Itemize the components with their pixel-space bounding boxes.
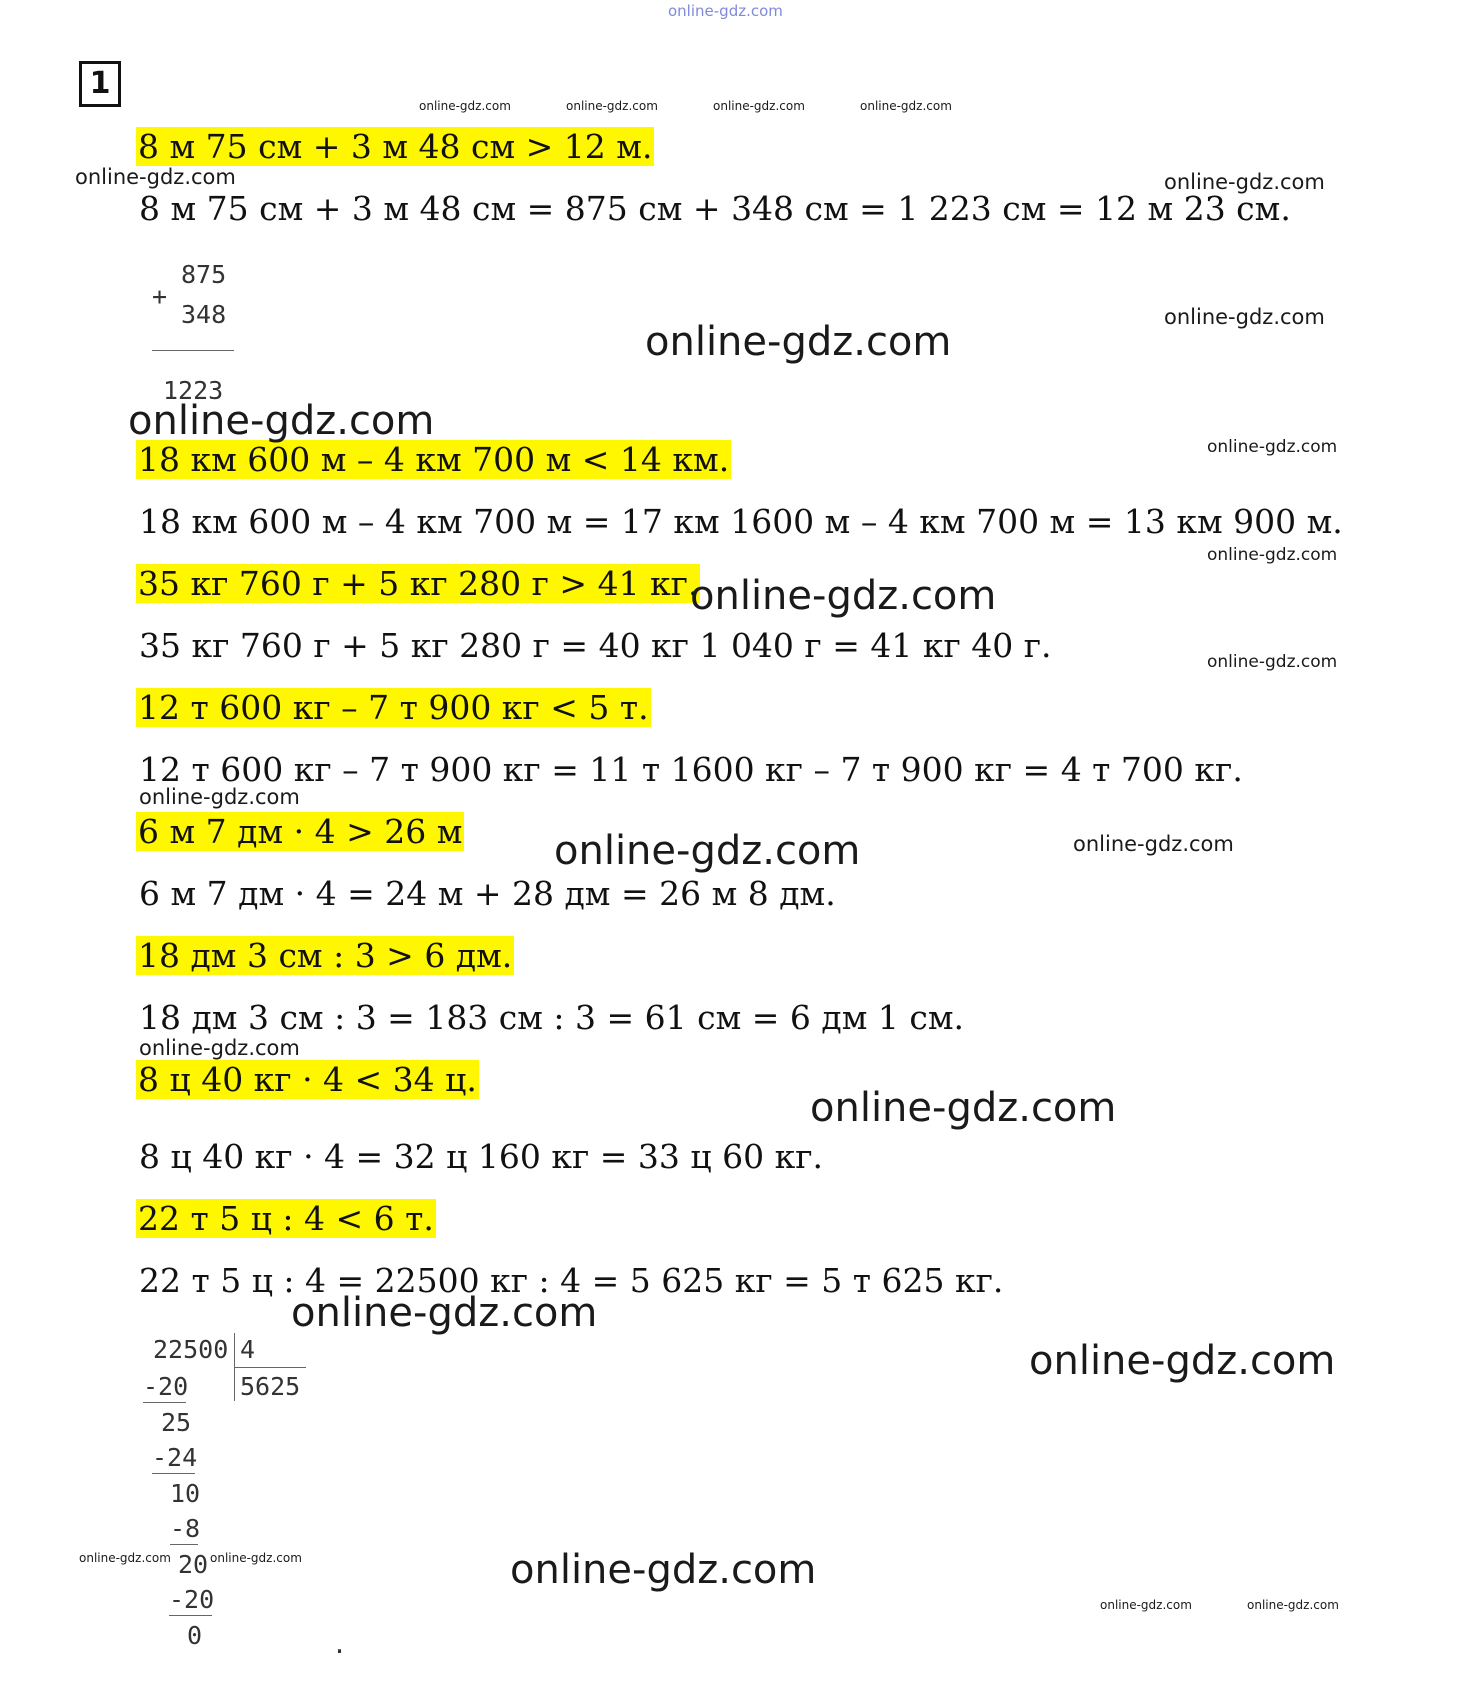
step-underline <box>143 1402 186 1403</box>
watermark: online-gdz.com <box>1247 1598 1339 1612</box>
watermark: online-gdz.com <box>1164 305 1325 329</box>
stray-dot: . <box>332 1630 348 1659</box>
solution-line-8: 22 т 5 ц : 4 = 22500 кг : 4 = 5 625 кг = 5 т 625 кг. <box>139 1261 1004 1300</box>
watermark: online-gdz.com <box>566 99 658 113</box>
solution-line-4: 12 т 600 кг – 7 т 900 кг = 11 т 1600 кг – 7 т 900 кг = 4 т 700 кг. <box>139 750 1243 789</box>
watermark: online-gdz.com <box>75 165 236 189</box>
solution-line-3: 35 кг 760 г + 5 кг 280 г = 40 кг 1 040 г = 41 кг 40 г. <box>139 626 1052 665</box>
condition-line-8 <box>136 1196 436 1242</box>
header-watermark: online-gdz.com <box>668 2 783 20</box>
division-step: -20 <box>143 1372 189 1401</box>
watermark: online-gdz.com <box>419 99 511 113</box>
task-number-box: 1 <box>79 61 121 107</box>
divisor: 4 <box>240 1335 256 1364</box>
step-underline <box>152 1473 195 1474</box>
watermark: online-gdz.com <box>210 1551 302 1565</box>
watermark: online-gdz.com <box>860 99 952 113</box>
condition-line-7 <box>136 1057 479 1103</box>
solution-line-7: 8 ц 40 кг · 4 = 32 ц 160 кг = 33 ц 60 кг. <box>139 1137 823 1176</box>
highlight: 18 км 600 м – 4 км 700 м < 14 км. <box>138 440 730 479</box>
division-step: 0 <box>187 1621 203 1650</box>
highlight: 22 т 5 ц : 4 < 6 т. <box>138 1199 434 1238</box>
division-step: 10 <box>170 1479 201 1508</box>
addend-a: 875 <box>181 260 227 289</box>
solution-line-2: 18 км 600 м – 4 км 700 м = 17 км 1600 м – 4 км 700 м = 13 км 900 м. <box>139 502 1343 541</box>
watermark: online-gdz.com <box>1207 545 1338 565</box>
watermark: online-gdz.com <box>554 828 861 874</box>
watermark: online-gdz.com <box>1073 832 1234 856</box>
watermark: online-gdz.com <box>139 1036 300 1060</box>
sum-line <box>152 350 234 351</box>
watermark: online-gdz.com <box>690 573 997 619</box>
highlight: 35 кг 760 г + 5 кг 280 г > 41 кг. <box>138 564 699 603</box>
division-step: 20 <box>178 1550 209 1579</box>
plus-sign: + <box>152 282 168 311</box>
division-step: 25 <box>161 1408 192 1437</box>
watermark: online-gdz.com <box>810 1085 1117 1131</box>
division-step: -24 <box>152 1443 198 1472</box>
quotient: 5625 <box>240 1372 301 1401</box>
addend-b: 348 <box>181 300 227 329</box>
condition-line-5 <box>136 809 464 855</box>
solution-line-1: 8 м 75 см + 3 м 48 см = 875 см + 348 см = 1 223 см = 12 м 23 см. <box>139 189 1291 228</box>
condition-line-3 <box>136 561 700 607</box>
division-step: -8 <box>170 1514 201 1543</box>
condition-line-1 <box>136 124 654 170</box>
highlight: 8 ц 40 кг · 4 < 34 ц. <box>138 1060 477 1099</box>
highlight: 6 м 7 дм · 4 > 26 м <box>138 812 463 851</box>
step-underline <box>170 1544 198 1545</box>
watermark: online-gdz.com <box>1207 437 1338 457</box>
watermark: online-gdz.com <box>1029 1338 1336 1384</box>
divisor-underline <box>234 1367 306 1368</box>
condition-line-6 <box>136 933 514 979</box>
watermark: online-gdz.com <box>128 398 435 444</box>
solution-line-5: 6 м 7 дм · 4 = 24 м + 28 дм = 26 м 8 дм. <box>139 874 836 913</box>
watermark: online-gdz.com <box>1100 1598 1192 1612</box>
highlight: 18 дм 3 см : 3 > 6 дм. <box>138 936 513 975</box>
watermark: online-gdz.com <box>713 99 805 113</box>
solution-line-6: 18 дм 3 см : 3 = 183 см : 3 = 61 см = 6 дм 1 см. <box>139 998 965 1037</box>
watermark: online-gdz.com <box>1207 652 1338 672</box>
highlight: 12 т 600 кг – 7 т 900 кг < 5 т. <box>138 688 649 727</box>
watermark: online-gdz.com <box>1164 170 1325 194</box>
watermark: online-gdz.com <box>291 1290 598 1336</box>
highlight: 8 м 75 см + 3 м 48 см > 12 м. <box>138 127 653 166</box>
condition-line-4 <box>136 685 651 731</box>
watermark: online-gdz.com <box>645 319 952 365</box>
dividend: 22500 <box>153 1335 229 1364</box>
watermark: online-gdz.com <box>510 1547 817 1593</box>
watermark: online-gdz.com <box>79 1551 171 1565</box>
sum: 1223 <box>163 376 224 405</box>
step-underline <box>169 1615 212 1616</box>
division-step: -20 <box>169 1585 215 1614</box>
watermark: online-gdz.com <box>139 785 300 809</box>
